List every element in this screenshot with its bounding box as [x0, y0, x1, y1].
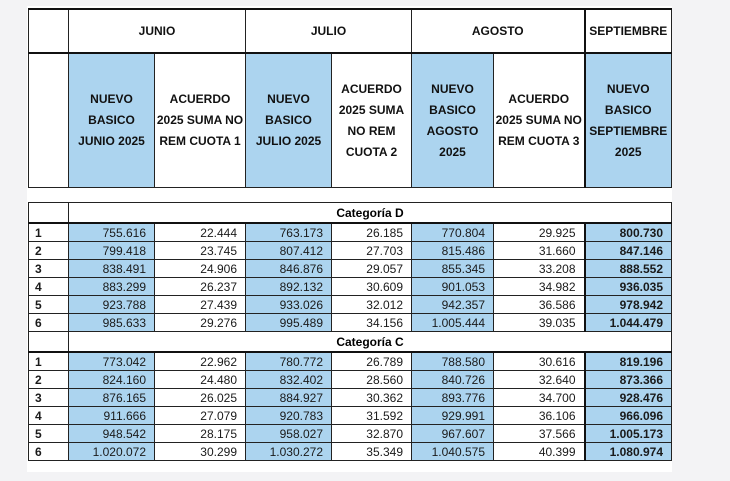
table-cell: 824.160 — [69, 371, 155, 389]
table-cell: 819.196 — [585, 352, 672, 371]
row-index: 3 — [29, 389, 69, 407]
table-cell: 34.156 — [332, 314, 412, 332]
category-title: Categoría D — [69, 203, 672, 224]
table-cell: 1.040.575 — [412, 443, 494, 461]
table-cell: 30.299 — [155, 443, 246, 461]
table-row — [29, 352, 672, 371]
table-cell: 948.542 — [69, 425, 155, 443]
table-cell: 855.345 — [412, 260, 494, 278]
subheader-row — [29, 53, 672, 188]
table-cell: 800.730 — [585, 223, 672, 242]
table-cell: 995.489 — [246, 314, 332, 332]
table-cell: 888.552 — [585, 260, 672, 278]
table-cell: 847.146 — [585, 242, 672, 260]
row-index: 3 — [29, 260, 69, 278]
table-cell: 1.030.272 — [246, 443, 332, 461]
subheader-cuota-2: ACUERDO 2025 SUMA NO REM CUOTA 2 — [332, 53, 412, 188]
month-header-row — [29, 9, 672, 53]
table-cell: 36.586 — [494, 296, 585, 314]
table-cell: 28.175 — [155, 425, 246, 443]
salary-table — [28, 8, 672, 461]
table-cell: 30.362 — [332, 389, 412, 407]
table-cell: 26.237 — [155, 278, 246, 296]
table-cell: 799.418 — [69, 242, 155, 260]
month-septiembre: SEPTIEMBRE — [585, 9, 672, 53]
table-row — [29, 296, 672, 314]
table-row — [29, 314, 672, 332]
table-cell: 27.439 — [155, 296, 246, 314]
table-cell: 923.788 — [69, 296, 155, 314]
category-title: Categoría C — [69, 332, 672, 353]
table-cell: 30.616 — [494, 352, 585, 371]
row-index: 1 — [29, 352, 69, 371]
table-cell: 32.870 — [332, 425, 412, 443]
salary-table-sheet — [27, 6, 672, 472]
table-cell: 24.480 — [155, 371, 246, 389]
spacer-cell — [29, 188, 672, 203]
table-cell: 29.925 — [494, 223, 585, 242]
table-cell: 35.349 — [332, 443, 412, 461]
category-header-row — [29, 332, 672, 353]
table-cell: 958.027 — [246, 425, 332, 443]
table-cell: 763.173 — [246, 223, 332, 242]
subheader-cuota-1: ACUERDO 2025 SUMA NO REM CUOTA 1 — [155, 53, 246, 188]
table-cell: 892.132 — [246, 278, 332, 296]
table-cell: 840.726 — [412, 371, 494, 389]
row-index: 5 — [29, 296, 69, 314]
table-cell: 29.276 — [155, 314, 246, 332]
subheader-cuota-3: ACUERDO 2025 SUMA NO REM CUOTA 3 — [494, 53, 585, 188]
table-cell: 34.700 — [494, 389, 585, 407]
table-cell: 32.012 — [332, 296, 412, 314]
table-row — [29, 407, 672, 425]
table-cell: 876.165 — [69, 389, 155, 407]
table-cell: 27.079 — [155, 407, 246, 425]
table-cell: 29.057 — [332, 260, 412, 278]
table-cell: 1.044.479 — [585, 314, 672, 332]
table-cell: 39.035 — [494, 314, 585, 332]
table-cell: 788.580 — [412, 352, 494, 371]
subheader-basico-septiembre: NUEVO BASICO SEPTIEMBRE 2025 — [585, 53, 672, 188]
table-cell: 873.366 — [585, 371, 672, 389]
table-cell: 807.412 — [246, 242, 332, 260]
row-index: 4 — [29, 278, 69, 296]
table-cell: 33.208 — [494, 260, 585, 278]
table-cell: 929.991 — [412, 407, 494, 425]
table-cell: 23.745 — [155, 242, 246, 260]
table-cell: 37.566 — [494, 425, 585, 443]
table-cell: 31.660 — [494, 242, 585, 260]
table-row — [29, 443, 672, 461]
table-cell: 26.025 — [155, 389, 246, 407]
spacer-row — [29, 188, 672, 203]
month-julio: JULIO — [246, 9, 412, 53]
table-row — [29, 371, 672, 389]
table-cell: 846.876 — [246, 260, 332, 278]
subheader-basico-agosto: NUEVO BASICO AGOSTO 2025 — [412, 53, 494, 188]
row-index: 4 — [29, 407, 69, 425]
table-cell: 26.789 — [332, 352, 412, 371]
table-cell: 770.804 — [412, 223, 494, 242]
table-cell: 967.607 — [412, 425, 494, 443]
month-agosto: AGOSTO — [412, 9, 585, 53]
table-cell: 24.906 — [155, 260, 246, 278]
table-cell: 31.592 — [332, 407, 412, 425]
row-index: 2 — [29, 371, 69, 389]
table-cell: 985.633 — [69, 314, 155, 332]
table-cell: 942.357 — [412, 296, 494, 314]
table-cell: 26.185 — [332, 223, 412, 242]
subheader-basico-julio: NUEVO BASICO JULIO 2025 — [246, 53, 332, 188]
table-cell: 838.491 — [69, 260, 155, 278]
table-row — [29, 260, 672, 278]
table-cell: 27.703 — [332, 242, 412, 260]
row-index: 1 — [29, 223, 69, 242]
table-cell: 901.053 — [412, 278, 494, 296]
table-row — [29, 278, 672, 296]
row-index: 6 — [29, 314, 69, 332]
table-row — [29, 425, 672, 443]
table-cell: 1.005.444 — [412, 314, 494, 332]
table-cell: 933.026 — [246, 296, 332, 314]
table-cell: 911.666 — [69, 407, 155, 425]
table-cell: 755.616 — [69, 223, 155, 242]
table-cell: 22.962 — [155, 352, 246, 371]
table-cell: 815.486 — [412, 242, 494, 260]
category-header-index — [29, 203, 69, 224]
table-row — [29, 223, 672, 242]
table-cell: 920.783 — [246, 407, 332, 425]
table-row — [29, 389, 672, 407]
table-cell: 928.476 — [585, 389, 672, 407]
table-cell: 22.444 — [155, 223, 246, 242]
table-cell: 883.299 — [69, 278, 155, 296]
table-cell: 780.772 — [246, 352, 332, 371]
row-index: 2 — [29, 242, 69, 260]
table-cell: 1.080.974 — [585, 443, 672, 461]
table-cell: 1.020.072 — [69, 443, 155, 461]
table-cell: 884.927 — [246, 389, 332, 407]
subheader-empty — [29, 53, 69, 188]
table-cell: 40.399 — [494, 443, 585, 461]
table-cell: 936.035 — [585, 278, 672, 296]
table-cell: 966.096 — [585, 407, 672, 425]
category-header-row — [29, 203, 672, 224]
table-row — [29, 242, 672, 260]
table-cell: 28.560 — [332, 371, 412, 389]
row-index: 6 — [29, 443, 69, 461]
table-cell: 1.005.173 — [585, 425, 672, 443]
table-cell: 893.776 — [412, 389, 494, 407]
table-cell: 36.106 — [494, 407, 585, 425]
row-index: 5 — [29, 425, 69, 443]
month-junio: JUNIO — [69, 9, 246, 53]
table-cell: 34.982 — [494, 278, 585, 296]
table-cell: 32.640 — [494, 371, 585, 389]
subheader-basico-junio: NUEVO BASICO JUNIO 2025 — [69, 53, 155, 188]
table-cell: 978.942 — [585, 296, 672, 314]
table-cell: 832.402 — [246, 371, 332, 389]
corner-cell — [29, 9, 69, 53]
table-cell: 773.042 — [69, 352, 155, 371]
category-header-index — [29, 332, 69, 353]
table-cell: 30.609 — [332, 278, 412, 296]
